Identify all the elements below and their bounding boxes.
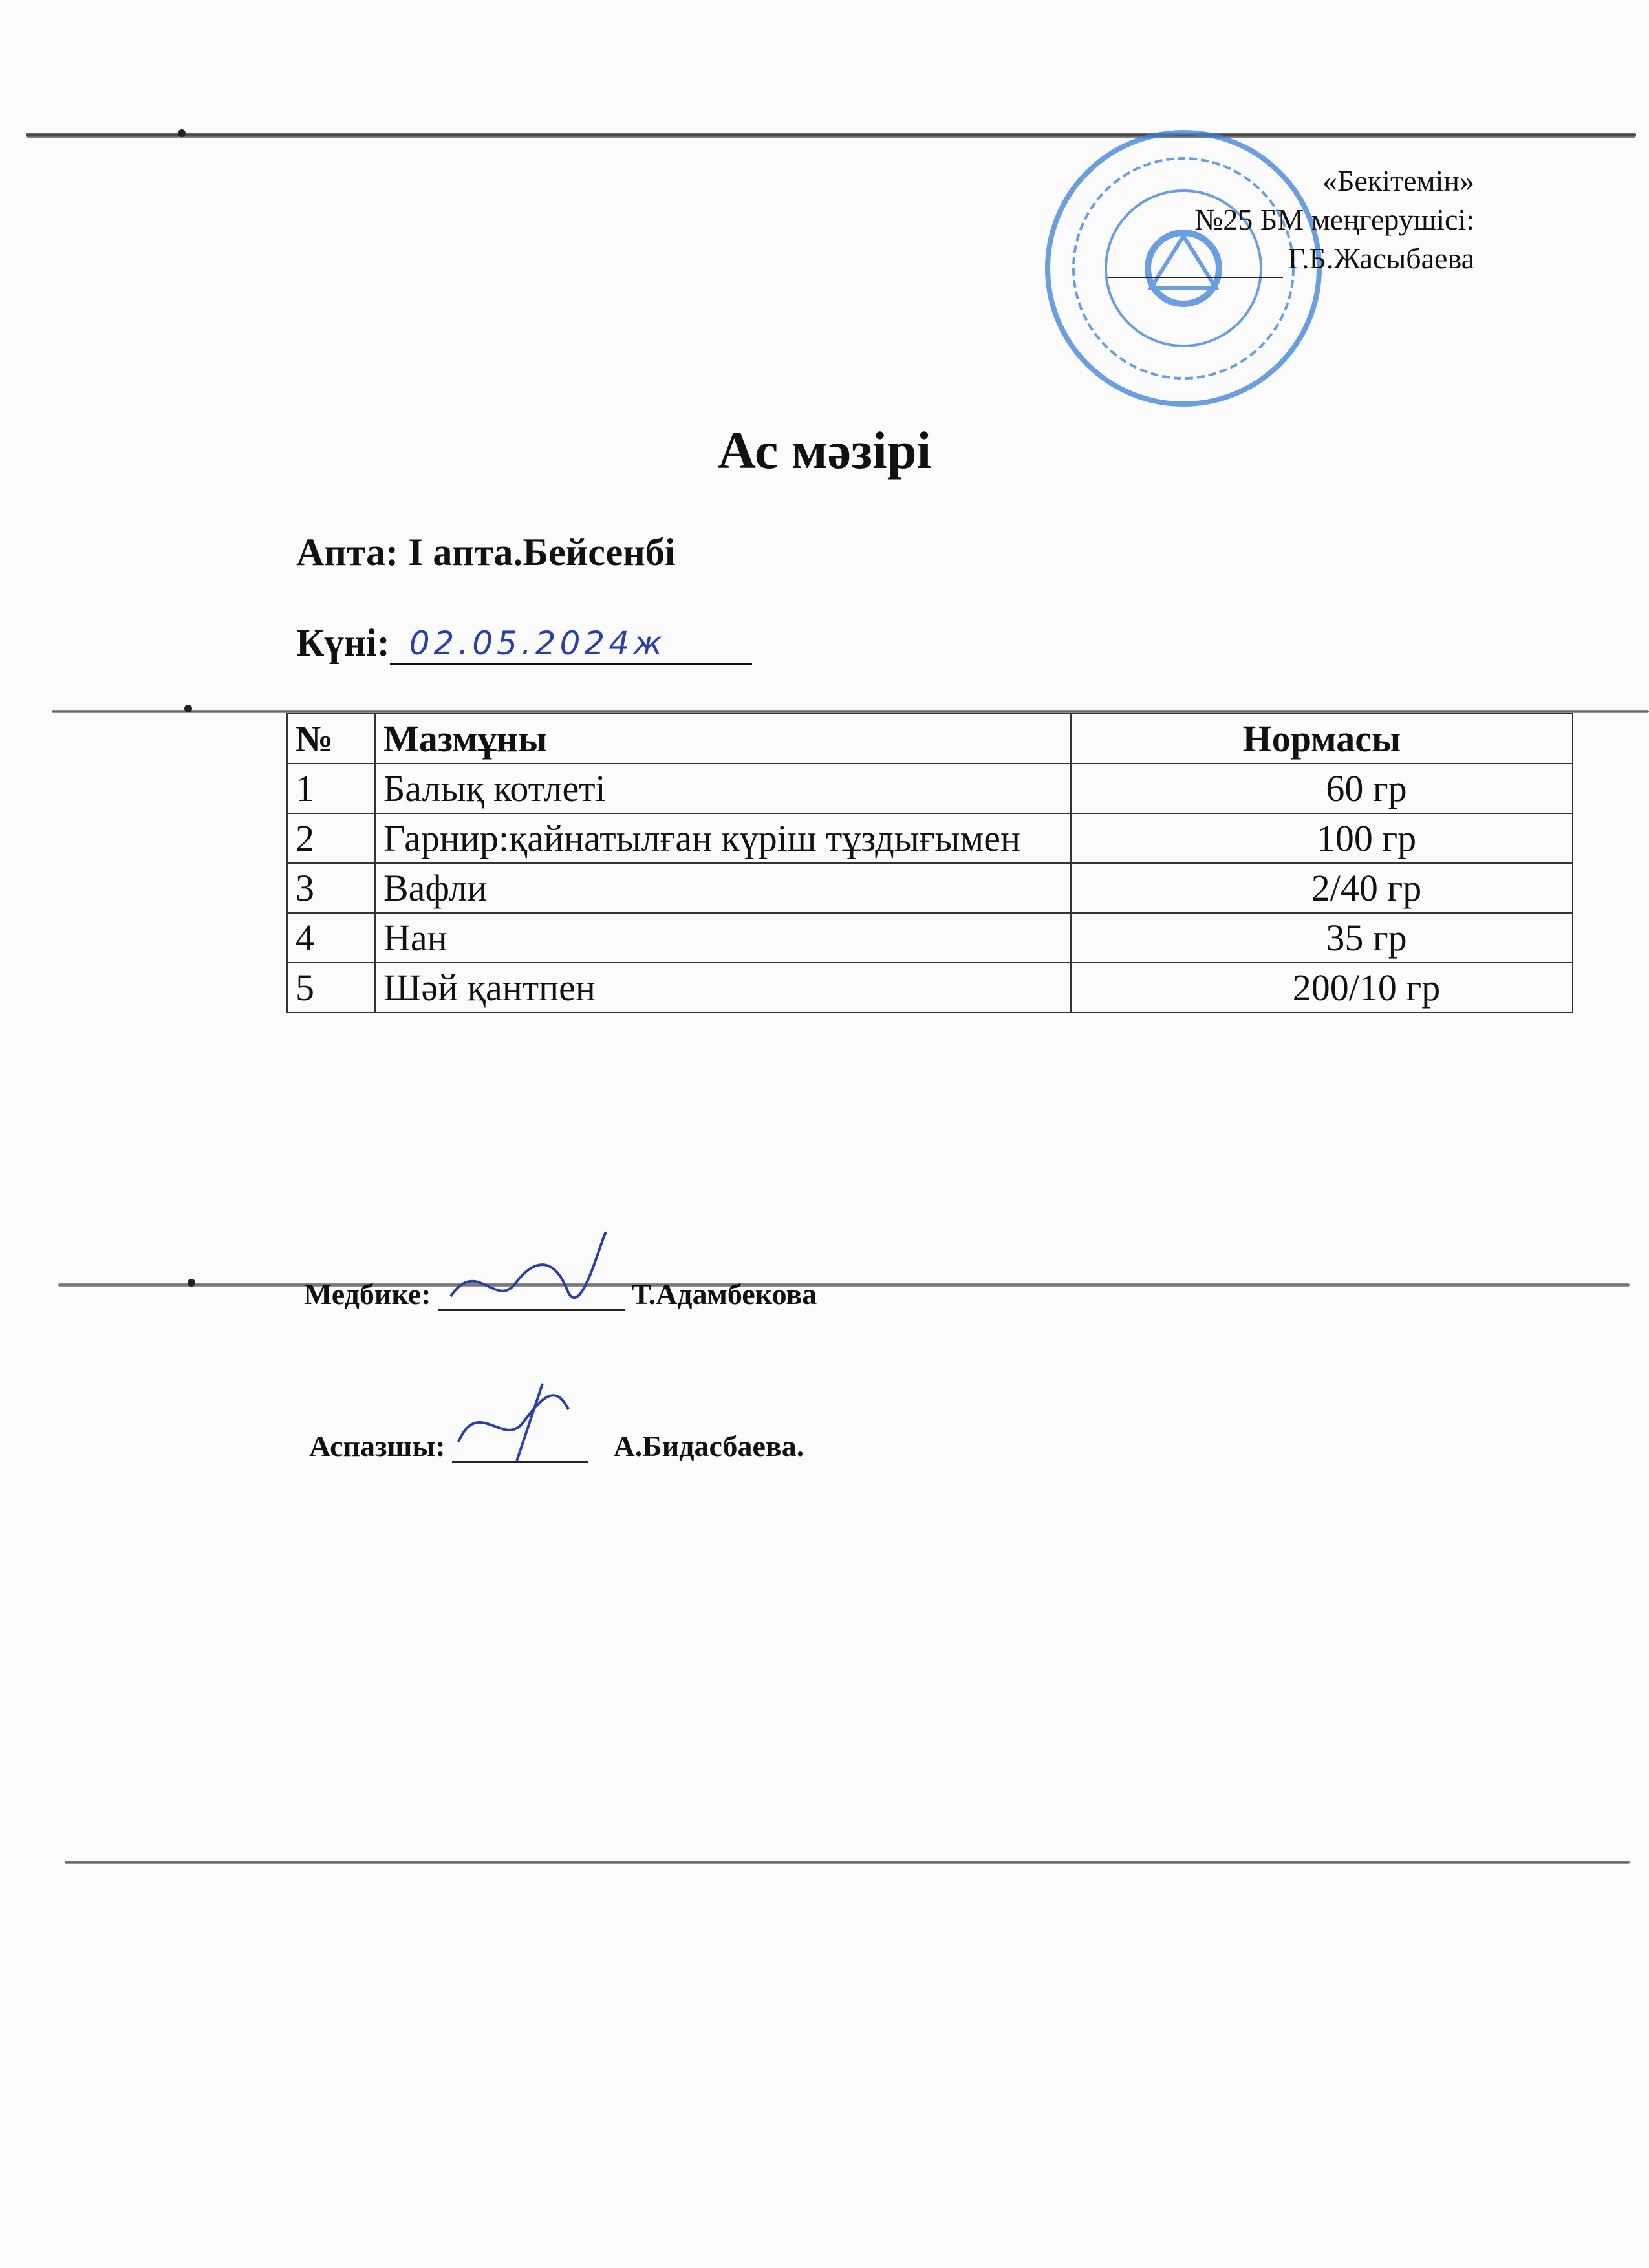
nurse-signature [438, 1219, 625, 1316]
cook-signature-row [309, 1429, 804, 1463]
table-row [287, 764, 1573, 813]
row-norm: 35 гр [1071, 913, 1573, 963]
table-row [287, 963, 1573, 1012]
approval-block [1009, 162, 1474, 278]
nurse-signature-row [304, 1277, 817, 1311]
row-num: 4 [287, 913, 375, 963]
cook-name: А.Бидасбаева. [613, 1429, 804, 1462]
row-content: Вафли [375, 863, 1071, 913]
approval-heading: «Бекітемін» [1322, 164, 1474, 197]
row-content: Нан [375, 913, 1071, 963]
table-row [287, 913, 1573, 963]
header-content: Мазмұны [375, 714, 1071, 764]
scan-dot [178, 129, 186, 137]
row-norm: 60 гр [1071, 764, 1573, 813]
cook-signature [452, 1371, 588, 1468]
header-num: № [287, 714, 375, 764]
row-content: Шәй қантпен [375, 963, 1071, 1012]
page-title: Ас мәзірі [717, 421, 932, 480]
row-norm: 200/10 гр [1071, 963, 1573, 1012]
approval-signature-line [1108, 251, 1283, 278]
approval-name: Г.Б.Жасыбаева [1288, 242, 1474, 275]
row-num: 1 [287, 764, 375, 813]
date-handwritten: 02.05.2024ж [409, 625, 667, 662]
week-label: Апта: I апта.Бейсенбі [296, 531, 676, 573]
scan-dot [184, 705, 192, 712]
row-norm: 100 гр [1071, 813, 1573, 863]
date-row [296, 621, 752, 665]
scan-line-bottom [65, 1861, 1630, 1864]
row-num: 2 [287, 813, 375, 863]
date-label: Күні: [296, 621, 390, 664]
table-row [287, 863, 1573, 913]
cook-signature-line [452, 1429, 588, 1463]
scan-dot [188, 1279, 195, 1287]
nurse-label: Медбике: [304, 1278, 431, 1311]
cook-label: Аспазшы: [309, 1429, 446, 1462]
table-header-row [287, 714, 1573, 764]
header-norm: Нормасы [1071, 714, 1573, 764]
row-content: Балық котлеті [375, 764, 1071, 813]
date-field [390, 622, 752, 665]
menu-table [286, 713, 1573, 1013]
scan-line-lower [58, 1283, 1630, 1287]
row-num: 5 [287, 963, 375, 1012]
row-content: Гарнир:қайнатылған күріш тұздығымен [375, 813, 1071, 863]
table-row [287, 813, 1573, 863]
row-num: 3 [287, 863, 375, 913]
scan-line-top [26, 133, 1636, 138]
approval-position: №25 БМ меңгерушісі: [1194, 203, 1474, 236]
approval-signature-row [1009, 239, 1474, 278]
nurse-signature-line [438, 1277, 625, 1311]
row-norm: 2/40 гр [1071, 863, 1573, 913]
nurse-name: Т.Адамбекова [631, 1278, 817, 1311]
